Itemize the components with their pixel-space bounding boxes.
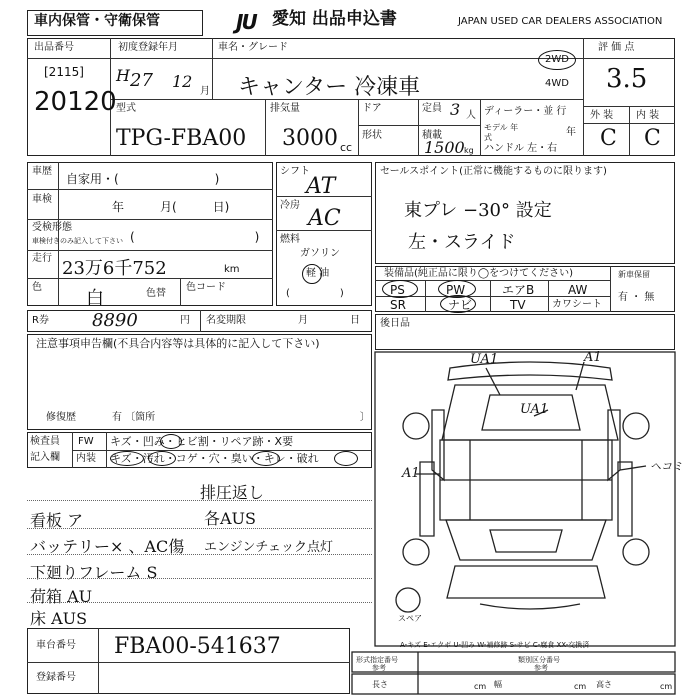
notes-label: 注意事項申告欄(不具合内容等は具体的に記入して下さい) [36,337,320,350]
fuel-label: 燃料 [280,234,300,245]
storage-label: 車内保管・守衛保管 [34,13,160,29]
sales-point-line1: 東プレ −30° 設定 [404,200,552,221]
deadline-label: 名変期限 [206,315,246,326]
mark-a1-top: A1 [584,350,602,365]
displacement-value: 3000 [282,126,338,151]
ticket-label: R券 [32,315,49,326]
registration-month: 12 [172,72,193,91]
new-reg-label: 新車保留 [618,270,650,279]
mileage-label: 走行 [32,253,52,264]
lot-sub-number: [2115] [44,65,84,79]
remark-line5: エンジンチェック点灯 [204,540,333,555]
fuel-paren: ( ) [286,288,344,299]
fuel-gasoline: ガソリン [300,248,340,259]
interior-inspection-label: 内装 [76,453,96,464]
receipt-note: 車検付きのみ記入して下さい [32,237,123,245]
deadline-month: 月 [298,315,308,326]
drive-4wd: 4WD [545,78,569,89]
displacement-label: 排気量 [270,103,300,114]
handle-label: ハンドル 左・右 [484,143,558,154]
mark-ua1-left: UA1 [470,352,499,367]
car-name-label: 車名・グレード [218,42,288,53]
registration-year: 27 [130,70,153,91]
history-value: 自家用・( ) [66,172,220,186]
equip-ps[interactable]: PS [390,283,405,297]
exterior-label: 外 装 [590,110,614,121]
color-label: 色 [32,282,42,293]
dealer-label: ディーラー・並 行 [484,106,567,117]
shape-label: 形状 [362,130,382,141]
shape-note-label: 形式指定番号 [356,656,398,664]
capacity-label: 定員 [422,103,442,114]
car-name-value: キャンター 冷凍車 [238,75,421,100]
equipment-label: 装備品(純正品に限り◯をつけてください) [384,268,573,279]
width-cm: cm [574,682,587,691]
remark-line4: バッテリー× 、AC傷 [30,537,185,556]
mark-side-right: ヘコミ [650,460,683,473]
color-code-label: 色コード [186,282,226,293]
shape-note-sub: 参考 [372,664,386,672]
registration-month-unit: 月 [200,86,210,97]
mark-a1-side: A1 [402,466,420,481]
ticket-value: 8890 [92,310,138,331]
remark-line2: 看板 ア [30,511,84,530]
repair-value: 有 〔箇所 [112,412,156,423]
equip-tv[interactable]: TV [510,298,526,312]
color-value: 白 [86,288,104,309]
mileage-unit: km [224,264,240,275]
deadline-day: 日 [350,315,360,326]
class-note-label: 類別区分番号 [518,656,560,664]
color-change-label: 色替 [146,288,166,299]
registration-era: H [116,66,130,85]
interior-items: キズ・汚れ・コゲ・穴・臭い・キレ・破れ [110,452,319,465]
ju-logo-mark: JU [236,10,256,34]
spare-label: スペア [398,614,422,623]
receipt-label: 受検形態 [32,222,72,233]
rating-label: 評 価 点 [598,42,635,53]
fuel-diesel: 軽 油 [306,268,330,279]
damage-legend: A-キズ E-エクボ U-凹み W-補修跡 S-サビ C-腐食 XX-交換済 [400,641,590,649]
fw-label: FW [78,436,94,447]
remark-line7: 荷箱 AU [30,587,93,606]
ac-value: AC [308,206,341,231]
ticket-unit: 円 [180,315,190,326]
remark-line1: 排圧返し [200,483,265,502]
registration-label: 初度登録年月 [118,42,178,53]
class-note-sub: 参考 [534,664,548,672]
new-reg-value: 有 ・ 無 [618,292,655,303]
rating-score: 3.5 [606,64,648,94]
equip-kawa[interactable]: カワシート [552,299,602,310]
height-cm: cm [660,682,673,691]
equip-sr[interactable]: SR [390,298,406,312]
entry-label: 記入欄 [30,452,60,463]
load-label: 積載 [422,130,442,141]
registration-number-label: 登録番号 [36,672,76,683]
load-value: 1500 [424,138,465,157]
sales-point-line2: 左・スライド [408,232,516,253]
association-name: JAPAN USED CAR DEALERS ASSOCIATION [458,16,663,27]
width-label: 幅 [494,680,502,689]
remark-line8: 床 AUS [30,609,88,628]
mark-ua1-center: UA1 [520,402,549,417]
chassis-label: 車台番号 [36,640,76,651]
lot-number-label: 出品番号 [34,42,74,53]
repair-label: 修復歴 [46,412,76,423]
shift-label: シフト [280,166,310,177]
chassis-value: FBA00-541637 [114,634,281,659]
receipt-value: ( ) [130,230,260,244]
inspector-label: 検査員 [30,436,60,447]
equip-airbag[interactable]: エアB [502,283,535,297]
year-unit: 年 [566,127,576,138]
drive-2wd: 2WD [545,54,569,65]
door-label: ドア [362,103,382,114]
cc-unit: cc [340,141,353,154]
rear-items-label: 後日品 [380,318,410,329]
interior-rating: C [644,126,661,151]
capacity-value: 3 [450,100,461,119]
lot-number: 20120 [34,87,117,117]
mileage-value: 23万6千752 [62,258,167,279]
load-unit: kg [464,146,474,155]
inspection-label: 車検 [32,194,52,205]
model-year-label: モデル 年式 [484,123,519,142]
model-type-value: TPG-FBA00 [116,126,247,151]
remark-line3: 各AUS [204,509,257,528]
shift-value: AT [306,174,336,199]
model-type-label: 型式 [116,103,136,114]
equip-navi[interactable]: ナビ [448,298,473,312]
repair-close: 〕 [360,412,370,423]
inspection-value: 年 月( 日) [112,200,230,214]
sales-point-label: セールスポイント(正常に機能するものに限ります) [380,166,607,177]
length-cm: cm [474,682,487,691]
height-label: 高さ [596,680,612,689]
history-label: 車歴 [32,166,52,177]
length-label: 長さ [372,680,388,689]
exterior-rating: C [600,126,617,151]
remark-line6: 下廻りフレーム S [30,563,158,582]
fw-items: キズ・凹み・ヒビ割・リペア跡・X要 [110,435,294,448]
interior-label: 内 装 [636,110,660,121]
equip-pw[interactable]: PW [446,283,466,297]
ac-label: 冷房 [280,200,300,211]
equip-aw[interactable]: AW [568,283,588,297]
form-title: 愛知 出品申込書 [272,9,397,29]
capacity-unit: 人 [466,110,476,121]
